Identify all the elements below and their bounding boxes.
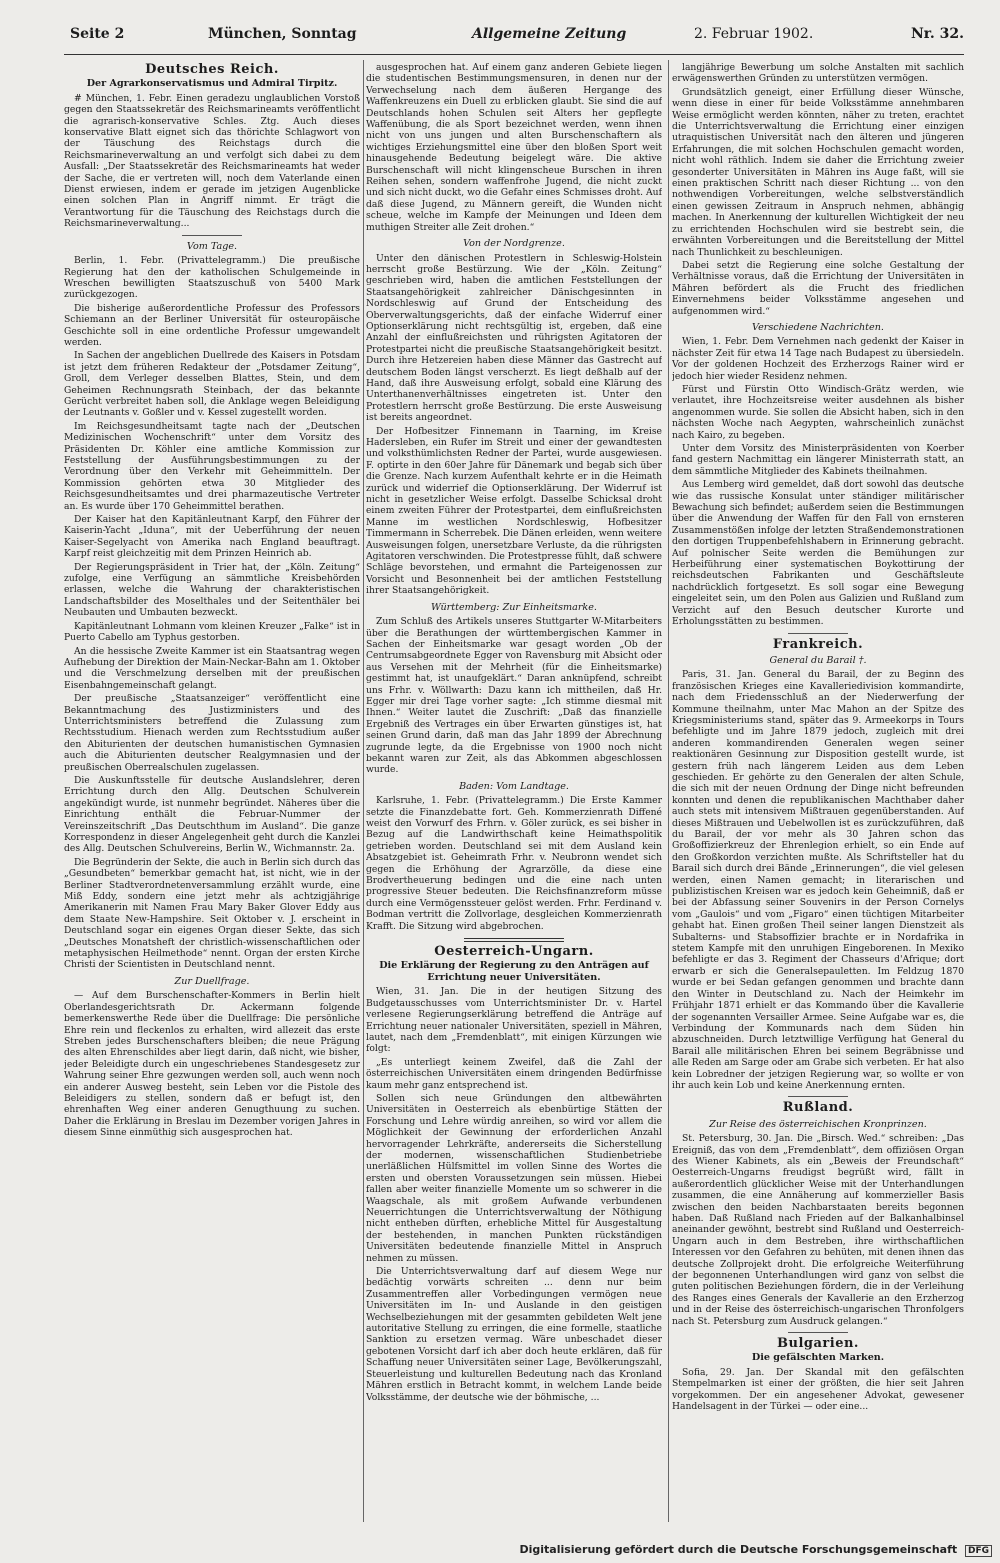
article-paragraph: Fürst und Fürstin Otto Windisch-Grätz werden, wie verlautet, ihre Hochzeitsreise weiter ausdehnen als bisher angenommen wurde. Sie sollen die Absicht haben, sich in den nächsten Woche nach Aegypten, wahrscheinlich zunächst nach Kairo, zu begeben. <box>672 383 964 441</box>
article-paragraph: Sofia, 29. Jan. Der Skandal mit den gefälschten Stempelmarken ist einer der größten, die hier seit Jahren vorgekommen. Der ein angesehener Advokat, gewesener Handelsagent in der Türkei — oder eine... <box>672 1366 964 1413</box>
article-paragraph: Karlsruhe, 1. Febr. (Privattelegramm.) Die Erste Kammer setzte die Finanzdebatte fort. Geh. Kommerzienrath Diffené weist den Vorwurf des Frhrn. v. Göler zurück, es sei bisher in Bezug auf die Landwirthschaft keine Heimathspolitik getrieben worden. Deutschland sei mit dem Ausland kein Absatzgebiet ist. Geheimrath Frhr. v. Neubronn wendet sich gegen die Erhöhung der Agrarzölle, da diese eine Brodvertheuerung bedingen und die eine nach unten progressive Steuer bedeuten. Die Reichsfinanzreform müsse durch eine Vermögenssteuer gelöst werden. Frhr. Ferdinand v. Bodman vertritt die Zollvorlage, desgleichen Kommerzienrath Krafft. Die Sitzung wird abgebrochen. <box>366 795 662 932</box>
article-paragraph: Der Regierungspräsident in Trier hat, der „Köln. Zeitung“ zufolge, eine Verfügung an sämmtliche Kreisbehörden erlassen, welche die Wahrung der charakteristischen Landschaftsbilder des Moselthales und der Seitenthäler bei Neubauten und Umbauten bezweckt. <box>64 561 360 619</box>
article-paragraph: St. Petersburg, 30. Jan. Die „Birsch. Wed.“ schreiben: „Das Ereigniß, das von dem „Fremdenblatt“, dem offiziösen Organ des Wiener Kabinets, als ein „Beweis der Freundschaft“ Oesterreich-Ungarns freudigst begrüßt wird, fällt in außerordentlich glücklicher Weise mit der Unterhandlungen zusammen, die eine Annäherung auf kommerzieller Basis zwischen den beiden Nachbarstaaten bereits begonnen haben. Daß Rußland nach Frieden auf der Balkanhalbinsel aneinander gewöhnt, bestrebt sind Rußland und Oesterreich-Ungarn auch in dem Bestreben, ihre wirthschaftlichen Interessen vor den Gefahren zu behüten, mit denen ihnen das deutsche Zollprojekt droht. Die erfolgreiche Weiterführung der begonnenen Unterhandlungen wird ganz von selbst die guten politischen Beziehungen fördern, die in der Verleihung des Ranges eines Generals der Kavallerie an den Erzherzog und in der Reise des österreichisch-ungarischen Thronfolgers nach St. Petersburg zum Ausdruck gelangen.“ <box>672 1133 964 1327</box>
article-paragraph: Unter dem Vorsitz des Ministerpräsidenten von Koerber fand gestern Nachmittag ein längerer Ministerrath statt, an dem sämmtliche Mitglieder des Kabinets theilnahmen. <box>672 443 964 477</box>
article-heading: Zur Duellfrage. <box>174 975 250 987</box>
issue-number: Nr. 32. <box>911 26 964 42</box>
article-paragraph: „Es unterliegt keinem Zweifel, daß die Zahl der österreichischen Universitäten einem dringenden Bedürfnisse kaum mehr ganz entsprechend ist. <box>366 1056 662 1091</box>
article-paragraph: Die Unterrichtsverwaltung darf auf diesem Wege nur bedächtig vorwärts schreiten ... denn nur beim Zusammentreffen aller Vorbedingungen vermögen neue Universitäten im In- und Auslande in den geistigen Wechselbeziehungen mit der gesammten gebildeten Welt jene autoritative Stellung zu erringen, die eine formelle, staatliche Sanktion zu ersetzen vermag. Wäre unbeschadet dieser gebotenen Vorsicht darf ich aber doch heute erklären, daß für Schaffung neuer Universitäten seiner Lage, Bevölkerungszahl, Steuerleistung und kulturellen Bedeutung nach das Kronland Mähren erstlich in Betracht kommt, in welchem Lande beide Volksstämme, der deutsche wie der böhmische, ... <box>366 1266 662 1403</box>
dfg-logo: DFG <box>965 1545 992 1557</box>
article-paragraph: Die bisherige außerordentliche Professur des Professors Schiemann an der Berliner Universität für osteuropäische Geschichte soll in eine ordentliche Professur umgewandelt werden. <box>64 302 360 348</box>
article-paragraph: # München, 1. Febr. Einen geradezu unglaublichen Vorstoß gegen den Staatssekretär des Reichsmarineamts veröffentlicht die agrarisch-konservative Schles. Ztg. Auch dieses konservative Blatt eignet sich das thörichte Schlagwort von der Täuschung des Reichstags durch die Reichsmarineverwaltung an und verfolgt sich dabei zu dem Ausfall: „Der Staatssekretär des Reichsmarineamts hat weder der Sache, die er vertreten will, noch dem Vaterlande einen Dienst erwiesen, indem er gerade im jetzigen Augenblicke einen solchen Plan in Angriff nimmt. Er trägt die Verantwortung für die Täuschung des Reichstags durch die Reichsmarineverwaltung... <box>64 92 360 230</box>
article-heading: Zur Reise des österreichischen Kronprinzen. <box>709 1118 927 1130</box>
article-paragraph: Grundsätzlich geneigt, einer Erfüllung dieser Wünsche, wenn diese in einer für beide Volksstämme annehmbaren Weise ermöglicht werden könnten, näher zu treten, erachtet die Unterrichtsverwaltung die Errichtung einer einzigen utraquistischen Universität nach den älteren und jüngeren Erfahrungen, die mit solchen Hochschulen gemacht worden, nicht wohl räthlich. Indem sie daher die Errichtung zweier gesonderter Universitäten in Mähren ins Auge faßt, will sie einen praktischen Schritt nach dieser Richtung ... von den nothwendigen Vorbereitungen, welche selbstverständlich einen gewissen Zeitraum in Anspruch nehmen, abhängig machen. In Anerkennung der kulturellen Wichtigkeit der neu zu errichtenden Hochschulen wird sie bestrebt sein, die erwähnten Vorbereitungen und die Bereitstellung der Mittel nach Thunlichkeit zu beschleunigen. <box>672 86 964 258</box>
article-heading: Die Erklärung der Regierung zu den Anträgen auf Errichtung neuer Universitäten. <box>379 960 649 983</box>
article-paragraph: Der Kaiser hat den Kapitänleutnant Karpf, den Führer der Kaiserin-Yacht „Iduna“, mit der Ueberführung der neuen Kaiser-Segelyacht von Amerika nach England beauftragt. Karpf reist gleichzeitig mit dem Prinzen Heinrich ab. <box>64 514 360 560</box>
article-paragraph: Der preußische „Staatsanzeiger“ veröffentlicht eine Bekanntmachung des Justizministers und des Unterrichtsministers betreffend die Zulassung zum Rechtsstudium. Hienach werden zum Rechtsstudium außer den Abiturienten der deutschen humanistischen Gymnasien auch die Abiturienten deutscher Realgymnasien und der preußischen Oberrealschulen zugelassen. <box>64 693 360 773</box>
section-heading: Rußland. <box>782 1100 854 1116</box>
article-paragraph: Wien, 31. Jan. Die in der heutigen Sitzung des Budgetausschusses vom Unterrichtsminister Dr. v. Hartel verlesene Regierungserklärung betreffend die Anträge auf Errichtung neuer nationaler Universitäten, speziell in Mähren, lautet, nach dem „Fremdenblatt“, mit einigen Kürzungen wie folgt: <box>366 986 662 1055</box>
article-paragraph: Zum Schluß des Artikels unseres Stuttgarter W-Mitarbeiters über die Berathungen der württembergischen Kammer in Sachen der Einheitsmarke war gesagt worden „Ob der Centrumsabgeordnete Egger von Ravensburg mit Absicht oder aus Versehen mit der Mehrheit (für die Einheitsmarke) gestimmt hat, ist unaufgeklärt.“ Daran anknüpfend, schreibt uns Frhr. v. Wöllwarth: Dazu kann ich mittheilen, daß Hr. Egger mir drei Tage vorher sagte: „Ich stimme diesmal mit Ihnen.“ Weiter lautet die Zuschrift: „Daß das finanzielle Ergebniß des Vertrages ein über Erwarten günstiges ist, hat seinen Grund darin, daß man das Jahr 1899 der Abrechnung zugrunde legte, da die Ergebnisse von 1900 noch nicht bekannt waren zur Zeit, als das Abkommen abgeschlossen wurde. <box>366 616 662 776</box>
issue-date: 2. Februar 1902. <box>694 26 814 42</box>
place-day: München, Sonntag <box>208 26 357 42</box>
article-paragraph: Die Begründerin der Sekte, die auch in Berlin sich durch das „Gesundbeten“ bemerkbar gemacht hat, ist nicht, wie in der Berliner Stadtverordnetenversammlung erzählt wurde, eine Miß Eddy, sondern eine jetzt mehr als achtzigjährige Amerikanerin mit Namen Frau Mary Baker Glover Eddy aus dem Staate New-Hampshire. Seit Oktober v. J. erscheint in Deutschland sogar ein eigenes Organ dieser Sekte, das sich „Deutsches Monatsheft der christlich-wissenschaftlichen oder metaphysischen Heilmethode“ nennt. Organ der ersten Kirche Christi der Scientisten in Deutschland nennt. <box>64 856 360 971</box>
section-heading: Frankreich. <box>772 636 864 652</box>
credit-text: Digitalisierung gefördert durch die Deutsche Forschungsgemeinschaft <box>519 1543 958 1556</box>
article-paragraph: Der Hofbesitzer Finnemann in Taarning, im Kreise Hadersleben, ein Rufer im Streit und einer der gewandtesten und volksthümlichsten Redner der Partei, wurde ausgewiesen. F. optirte in den 60er Jahre für Dänemark und begab sich über die Grenze. Nach kurzem Aufenthalt kehrte er in die Heimath zurück und widerrief die Optionserklärung. Der Widerruf ist nicht in gesetzlicher Weise erfolgt. Dasselbe Schicksal droht einem zweiten Führer der Protestpartei, dem einflußreichsten Manne im westlichen Nordschleswig, Hofbesitzer Timmermann in Scherrebek. Die Dänen erleiden, wenn weitere Ausweisungen folgen, unersetzbare Verluste, da die rührigsten Agitatoren verschwinden. Die Protestpresse fühlt, daß schwere Schläge bevorstehen, und ermahnt die Parteigenossen zur Vorsicht und Besonnenheit bei der amtlichen Feststellung ihrer Staatsangehörigkeit. <box>366 425 662 597</box>
separator <box>182 235 242 236</box>
article-paragraph: ausgesprochen hat. Auf einem ganz anderen Gebiete liegen die studentischen Bestimmungsmensuren, in denen nur der Verwechselung nach dem äußeren Hergange des Waffenkreuzens ein Duell zu erblicken glaubt. Sie sind die auf Deutschlands hohen Schulen seit Alters her gepflegte Waffenübung, die als Sport bezeichnet werden, wenn ihnen nicht von uns jungen und alten Burschenschaftern als wichtiges Erziehungsmittel eine über den bloßen Sport weit hinausgehende Bedeutung beigelegt wäre. Die aktive Burschenschaft will nicht klingenscheue Burschen in ihren Reihen sehen, sondern waffenfrohe Jugend, die nicht zuckt und sich nicht duckt, wo die Gefahr eines Schmisses droht. Auf daß diese Jugend, zu Männern gereift, die Wunden nicht scheue, welche im Kampfe der Meinungen und Ideen dem muthigen Streiter alle Zeit drohen.“ <box>366 62 662 233</box>
page-number: Seite 2 <box>70 26 125 42</box>
article-paragraph: Paris, 31. Jan. General du Barail, der zu Beginn des französischen Krieges eine Kavalleriedivision kommandirte, nach dem Friedensschluß an der Niederwerfung der Kommune theilnahm, unter Mac Mahon an der Spitze des Kriegsministeriums stand, später das 9. Armeekorps in Tours befehligte und im Jahre 1879 jedoch, zugleich mit drei anderen kommandirenden Generalen wegen seiner reaktionären Gesinnung zur Disposition gestellt wurde, ist gestern früh nach längerem Leiden aus dem Leben geschieden. Er gehörte zu den Generalen der alten Schule, die sich mit der neuen Ordnung der Dinge nicht befreunden konnten und denen die republikanischen Machthaber daher auch stets mit intensivem Mißtrauen gegenüberstanden. Auf dieses Mißtrauen und Uebelwollen ist es zurückzuführen, daß du Barail, der vor mehr als 30 Jahren schon das Großoffizierkreuz der Ehrenlegion erhielt, so ein Ende auf den Großkordon verzichten mußte. Als Schriftsteller hat du Barail sich durch drei Bände „Erinnerungen“, die viel gelesen werden, einen Namen gemacht; in literarischen und publizistischen Kreisen war es jedoch kein Geheimniß, daß er bei der Abfassung seiner Souvenirs in der Person Cornelys vom „Gaulois“ und vom „Figaro“ einen tüchtigen Mitarbeiter gehabt hat. Einen großen Theil seiner langen Dienstzeit als Subalterns- und Stabsoffizier brachte er in Nordafrika in stetem Kampfe mit den unruhigen Eingeborenen. In Mexiko befehligte er das 3. Regiment der Chasseurs d'Afrique; dort erwarb er sich die Generalsepauletten. Im Feldzug 1870 wurde er bei Sedan gefangen genommen und brachte dann den Winter in Deutschland zu. Nach der Heimkehr im Frühjahr 1871 erhielt er das Kommando über die Kavallerie der sogenannten Versailler Armee. Seine Aufgabe war es, die Verbindung der Kommunards nach dem Süden hin abzuschneiden. Durch letztwillige Verfügung hat General du Barail alle militärischen Ehren bei seinem Begräbnisse und alle Reden am Sarge oder am Grabe sich verbeten. Er hat also kein Lobredner der jetzigen Regierung war, so wollte er von ihr auch kein Lob und keine Anerkennung ernten. <box>672 669 964 1091</box>
article-paragraph: Aus Lemberg wird gemeldet, daß dort sowohl das deutsche wie das russische Konsulat unter ständiger militärischer Bewachung sich befindet; außerdem seien die Bestimmungen über die Anwendung der Waffen für den Fall von ernsteren Zusammenstößen infolge der letzten Straßendemonstrationen den dortigen Truppenbefehlshabern in Erinnerung gebracht. Auf polnischer Seite werden die Bemühungen zur Herbeiführung einer systematischen Boykottirung der reichsdeutschen Fabrikanten und Geschäftsleute nachdrücklich fortgesetzt. Es soll sogar eine Bewegung eingeleitet sein, um den Polen aus Galizien und Rußland zum Verzicht auf den Besuch deutscher Kurorte und Erholungsstätten zu bestimmen. <box>672 479 964 628</box>
section-heading: Oesterreich-Ungarn. <box>434 944 594 960</box>
article-paragraph: Dabei setzt die Regierung eine solche Gestaltung der Verhältnisse voraus, daß die Errichtung der Universitäten in Mähren befördert als die Frucht des friedlichen Einvernehmens beider Volksstämme angesehen und aufgenommen wird.“ <box>672 259 964 317</box>
article-heading: Baden: Vom Landtage. <box>459 780 569 792</box>
digitization-credit <box>519 1543 992 1557</box>
article-paragraph: Sollen sich neue Gründungen den altbewährten Universitäten in Oesterreich als ebenbürtige Stätten der Forschung und Lehre würdig anreihen, so wird vor allem die Möglichkeit der Gewinnung der erforderlichen Anzahl hervorragender Lehrkräfte, andererseits die Sicherstellung der modernen, wissenschaftlichen Studienbetriebe unerläßlichen Hülfsmittel im vollen Sinne des Wortes die ersten und obersten Voraussetzungen sein müssen. Hiebei fallen aber weiter finanzielle Momente um so schwerer in die Waagschale, als mit großem Aufwande verbundenen Neuerrichtungen die Unterrichtsverwaltung der Nöthigung nicht entheben dürften, erhebliche Mittel für Ausgestaltung der bestehenden, in manchen Punkten rückständigen Universitäten bedeutende finanzielle Mittel in Anspruch nehmen zu müssen. <box>366 1092 662 1264</box>
article-heading: Die gefälschten Marken. <box>751 1352 885 1364</box>
article-paragraph: — Auf dem Burschenschafter-Kommers in Berlin hielt Oberlandesgerichtsrath Dr. Ackermann folgende bemerkenswerthe Rede über die Duellfrage: Die persönliche Ehre rein und fleckenlos zu erhalten, wird allezeit das erste Streben jedes Burschenschafters bleiben; die neue Prägung des alten Ehrenschildes aber liegt darin, daß nicht, wie bisher, jeder Beleidigte durch ein ungeschriebenes Standesgesetz zur Wahrung seiner Ehre gezwungen werden soll, auch wenn noch ein anderer Ausweg besteht, sein Leben vor die Pistole des Beleidigers zu stellen, sondern daß er befugt ist, den ehrenhaften Weg einer anderen Genugthuung zu suchen. Daher die Erklärung in Breslau im Dezember vorigen Jahres in diesem Sinne einmüthig sich ausgesprochen hat. <box>64 990 360 1139</box>
article-heading: Verschiedene Nachrichten. <box>752 321 884 333</box>
newspaper-title: Allgemeine Zeitung <box>472 26 627 42</box>
section-heading: Deutsches Reich. <box>145 62 279 77</box>
article-paragraph: Die Auskunftsstelle für deutsche Auslandslehrer, deren Errichtung durch den Allg. Deutschen Schulverein angekündigt wurde, ist nunmehr begründet. Näheres über die Einrichtung enthält die Februar-Nummer der Vereinszeitschrift „Das Deutschthum im Ausland“. Die ganze Korrespondenz in dieser Angelegenheit geht durch die Kanzlei des Allg. Deutschen Schulvereins, Berlin W., Wichmannstr. 2a. <box>64 774 360 855</box>
article-heading: Württemberg: Zur Einheitsmarke. <box>431 601 597 613</box>
article-heading: Von der Nordgrenze. <box>463 238 565 250</box>
article-paragraph: Wien, 1. Febr. Dem Vernehmen nach gedenkt der Kaiser in nächster Zeit für etwa 14 Tage nach Budapest zu übersiedeln. Vor der goldenen Hochzeit des Erzherzogs Rainer wird er jedoch hier wieder Residenz nehmen. <box>672 336 964 382</box>
article-paragraph: Berlin, 1. Febr. (Privattelegramm.) Die preußische Regierung hat den der katholischen Schulgemeinde in Wreschen bewilligten Staatszuschuß von 5400 Mark zurückgezogen. <box>64 255 360 301</box>
column-1 <box>64 62 360 1522</box>
article-paragraph: An die hessische Zweite Kammer ist ein Staatsantrag wegen Aufhebung der Direktion der Main-Neckar-Bahn am 1. Oktober und die Verschmelzung derselben mit der preußischen Eisenbahngemeinschaft gelangt. <box>64 645 360 691</box>
column-2 <box>366 62 662 1522</box>
column-divider <box>363 60 364 1522</box>
separator <box>464 938 564 942</box>
section-heading: Bulgarien. <box>777 1336 859 1352</box>
separator <box>788 1096 848 1097</box>
separator <box>788 1332 848 1333</box>
article-paragraph: langjährige Bewerbung um solche Anstalten mit sachlich erwägenswerthen Gründen zu unterstützen vermögen. <box>672 62 964 85</box>
column-divider <box>668 60 669 1522</box>
page-header <box>64 26 964 48</box>
article-paragraph: Unter den dänischen Protestlern in Schleswig-Holstein herrscht große Bestürzung. Wie der „Köln. Zeitung“ geschrieben wird, haben die amtlichen Feststellungen der Staatsangehörigkeit zahlreicher Dänischgesinnten in Nordschleswig auf Grund der Entscheidung des Oberverwaltungsgerichts, daß der einfache Widerruf einer Optionserklärung nicht rechtsgültig ist, ergeben, daß eine Anzahl der einflußreichsten und rührigsten Agitatoren der Protestpartei nicht die preußische Staatsangehörigkeit besitzt. Durch ihre Hetzereien haben diese Männer das Gastrecht auf deutschem Boden längst verscherzt. Es liegt deßhalb auf der Hand, daß ihre Ausweisung erfolgt, sobald eine Klärung des Unterthanenverhältnisses eingetreten ist. Unter den Protestlern herrscht große Bestürzung. Die erste Ausweisung ist bereits angeordnet. <box>366 252 662 424</box>
column-3 <box>672 62 964 1522</box>
separator <box>788 633 848 634</box>
article-heading: General du Barail †. <box>769 654 867 666</box>
article-paragraph: Im Reichsgesundheitsamt tagte nach der „Deutschen Medizinischen Wochenschrift“ unter dem Vorsitz des Präsidenten Dr. Köhler eine amtliche Kommission zur Feststellung der Ausführungsbestimmungen zu der Verordnung über den Verkehr mit Geheimmitteln. Der Kommission gehörten etwa 30 Mitglieder des Reichsgesundheitsamtes und drei pharmazeutische Vertreter an. Es wurde über 170 Geheimmittel berathen. <box>64 420 360 512</box>
article-paragraph: Kapitänleutnant Lohmann vom kleinen Kreuzer „Falke“ ist in Puerto Cabello am Typhus gestorben. <box>64 620 360 644</box>
header-rule <box>64 54 964 55</box>
article-paragraph: In Sachen der angeblichen Duellrede des Kaisers in Potsdam ist jetzt dem früheren Redakteur der „Potsdamer Zeitung“, Groll, dem Verleger desselben Blattes, Stein, und dem Geheimen Rechnungsrath Steinbach, der das bekannte Gerücht verbreitet haben soll, die Anklage wegen Beleidigung der Leutnants v. Goßler und v. Kessel zugestellt worden. <box>64 350 360 419</box>
article-heading: Vom Tage. <box>186 240 238 252</box>
article-heading: Der Agrarkonservatismus und Admiral Tirpitz. <box>86 78 338 90</box>
